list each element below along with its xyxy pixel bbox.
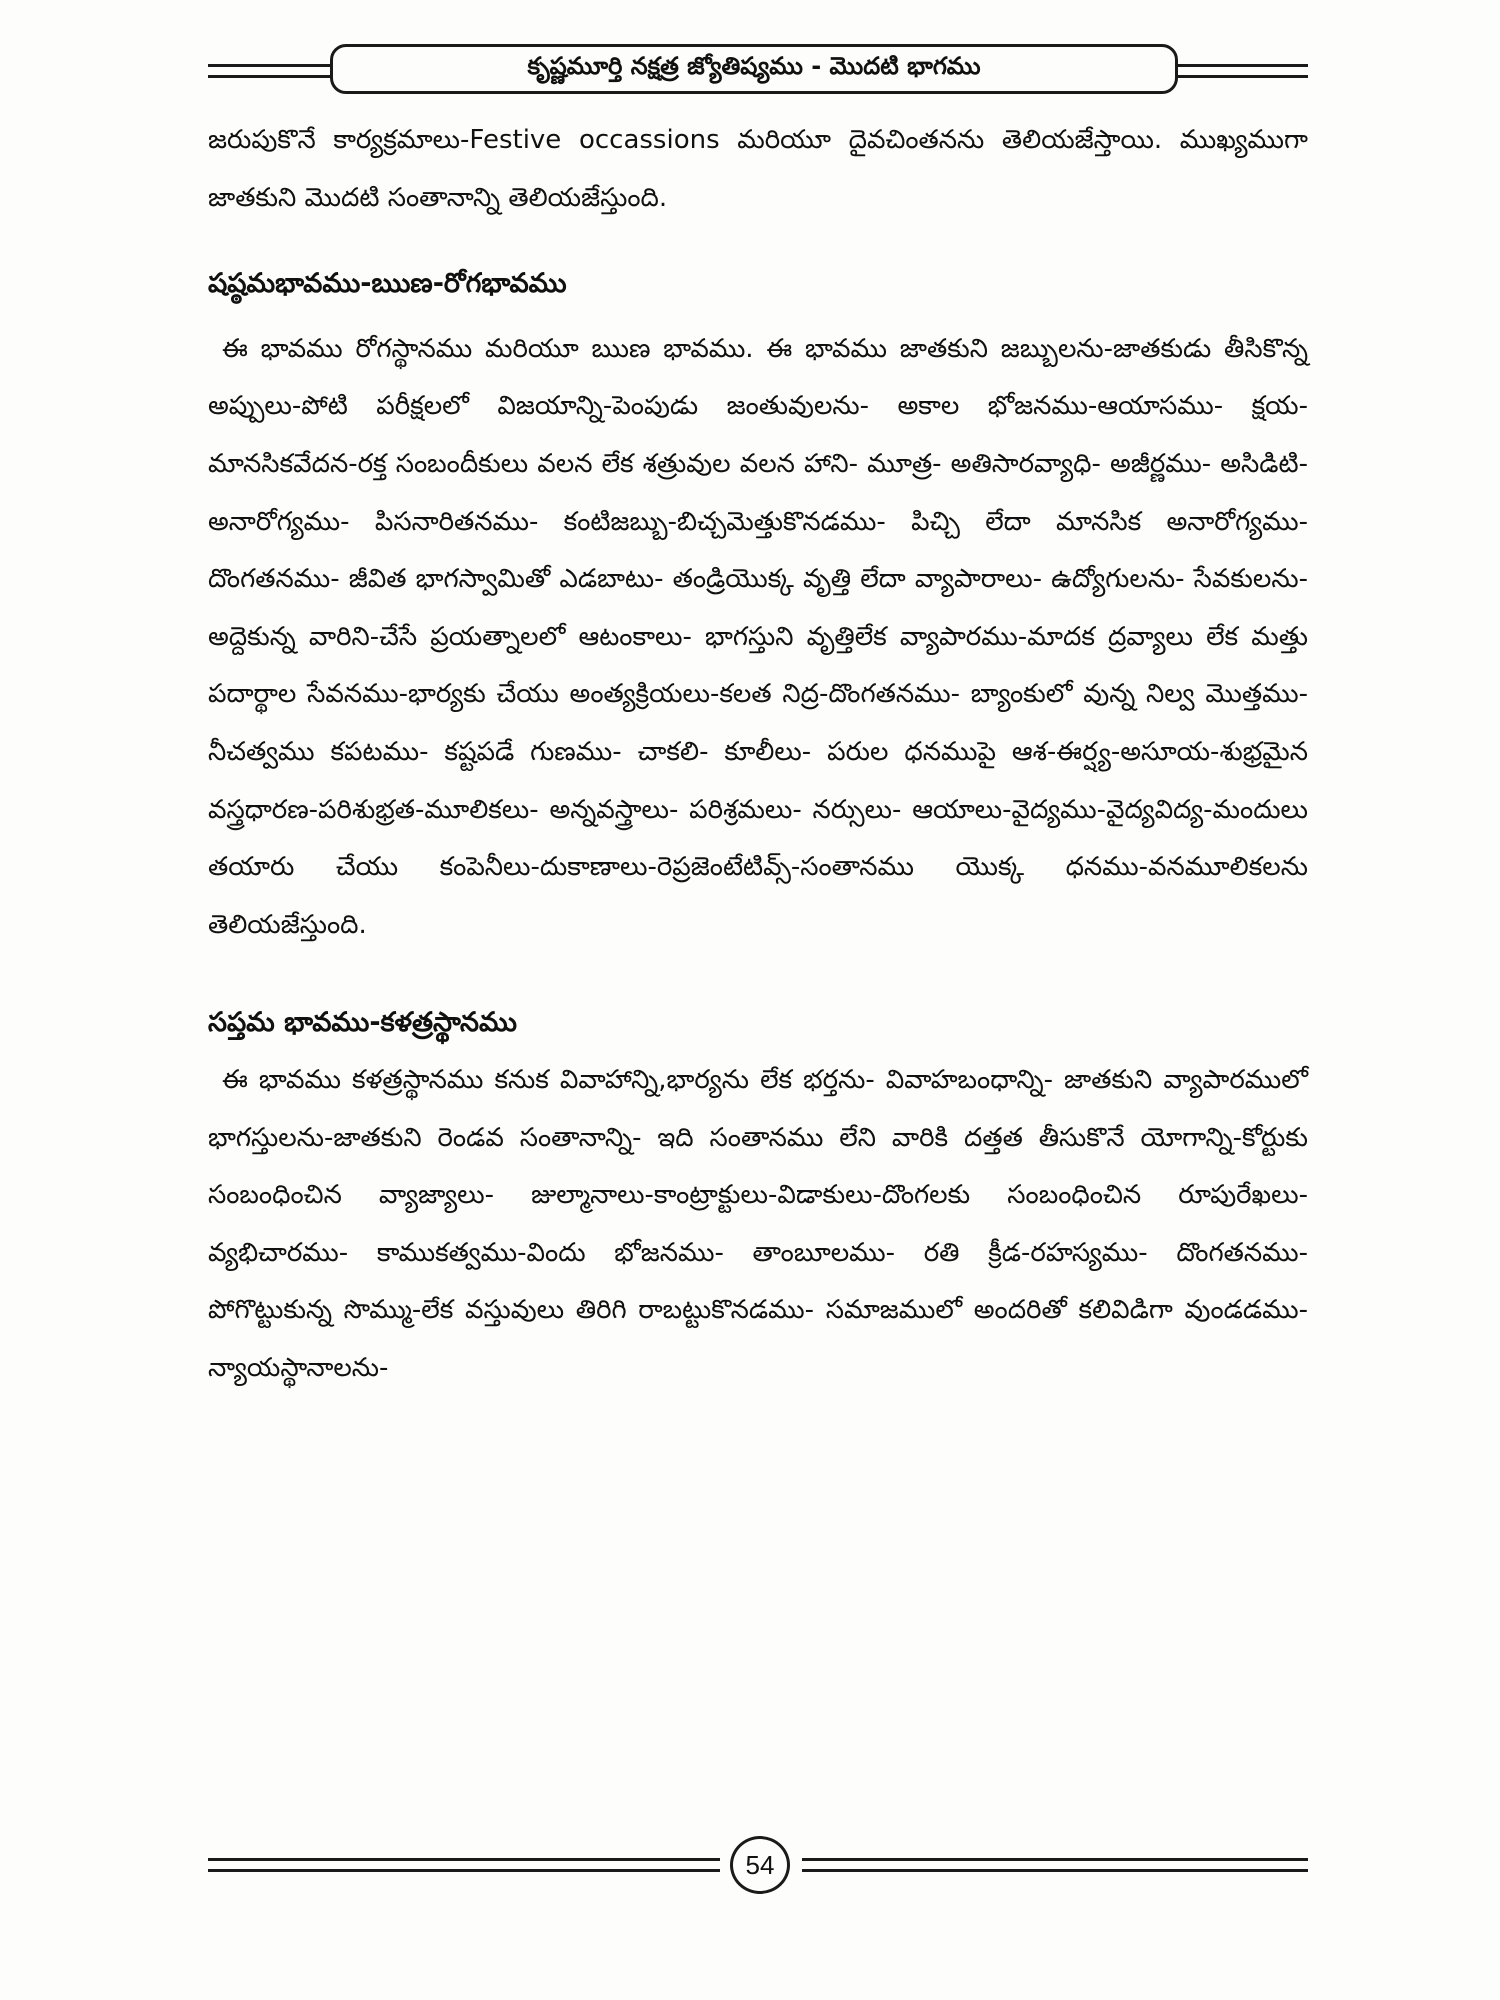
section-heading-shashtama: షష్ఠమభావము-ఋణ-రోగభావము xyxy=(208,268,567,300)
page-header xyxy=(208,40,1308,100)
running-title: కృష్ణమూర్తి నక్షత్ర జ్యోతిష్యము - మొదటి భాగము xyxy=(330,44,1178,94)
header-rule-right xyxy=(1178,64,1308,78)
section-paragraph-shashtama: ఈ భావము రోగస్థానము మరియూ ఋణ భావము. ఈ భావము జాతకుని జబ్బులను-జాతకుడు తీసికొన్న అప్పులు-పోటి పరీక్షలలో విజయాన్ని-పెంపుడు జంతువులను- అకాల భోజనము-ఆయాసము- క్షయ-మానసికవేదన-రక్త సంబందీకులు వలన లేక శత్రువుల వలన హాని- మూత్ర- అతిసారవ్యాధి- అజీర్ణము- అసిడిటి- అనారోగ్యము- పిసనారితనము- కంటిజబ్బు-బిచ్చమెత్తుకొనడము- పిచ్చి లేదా మానసిక అనారోగ్యము- దొంగతనము- జీవిత భాగస్వామితో ఎడబాటు- తండ్రియొక్క వృత్తి లేదా వ్యాపారాలు- ఉద్యోగులను- సేవకులను-అద్దెకున్న వారిని-చేసే ప్రయత్నాలలో ఆటంకాలు- భాగస్తుని వృత్తిలేక వ్యాపారము-మాదక ద్రవ్యాలు లేక మత్తు పదార్థాల సేవనము-భార్యకు చేయు అంత్యక్రియలు-కలత నిద్ర-దొంగతనము- బ్యాంకులో వున్న నిల్వ మొత్తము-నీచత్వము కపటము- కష్టపడే గుణము- చాకలి- కూలీలు- పరుల ధనముపై ఆశ-ఈర్ష్య-అసూయ-శుభ్రమైన వస్త్రధారణ-పరిశుభ్రత-మూలికలు- అన్నవస్త్రాలు- పరిశ్రమలు- నర్సులు- ఆయాలు-వైద్యము-వైద్యవిద్య-మందులు తయారు చేయు కంపెనీలు-దుకాణాలు-రెప్రజెంటేటివ్స్-సంతానము యొక్క ధనము-వనమూలికలను తెలియజేస్తుంది. xyxy=(208,333,1308,940)
page-footer xyxy=(208,1830,1308,1900)
footer-rule-left xyxy=(208,1858,720,1872)
intro-paragraph: జరుపుకొనే కార్యక్రమాలు-Festive occassions మరియూ దైవచింతనను తెలియజేస్తాయి. ముఖ్యముగా జాతకుని మొదటి సంతానాన్ని తెలియజేస్తుంది. xyxy=(208,125,1308,213)
header-rule-left xyxy=(208,64,330,78)
spacer xyxy=(208,954,1308,994)
footer-rule-right xyxy=(802,1858,1308,1872)
spacer xyxy=(208,313,1308,321)
section-paragraph-saptama: ఈ భావము కళత్రస్థానము కనుక వివాహాన్ని,భార్యను లేక భర్తను- వివాహబంధాన్ని- జాతకుని వ్యాపారములో భాగస్తులను-జాతకుని రెండవ సంతానాన్ని- ఇది సంతానము లేని వారికి దత్తత తీసుకొనే యోగాన్ని-కోర్టుకు సంబంధించిన వ్యాజ్యాలు- జుల్మానాలు-కాంట్రాక్టులు-విడాకులు-దొంగలకు సంబంధించిన రూపురేఖలు- వ్యభిచారము- కాముకత్వము-విందు భోజనము- తాంబూలము- రతి క్రీడ-రహస్యము- దొంగతనము- పోగొట్టుకున్న సొమ్ము-లేక వస్తువులు తిరిగి రాబట్టుకొనడము- సమాజములో అందరితో కలివిడిగా వుండడము- న్యాయస్థానాలను- xyxy=(208,1064,1308,1383)
spacer xyxy=(208,227,1308,255)
page-content xyxy=(208,112,1308,1397)
page-number: 54 xyxy=(730,1836,790,1894)
section-heading-saptama: సప్తమ భావము-కళత్రస్థానము xyxy=(208,1007,517,1039)
